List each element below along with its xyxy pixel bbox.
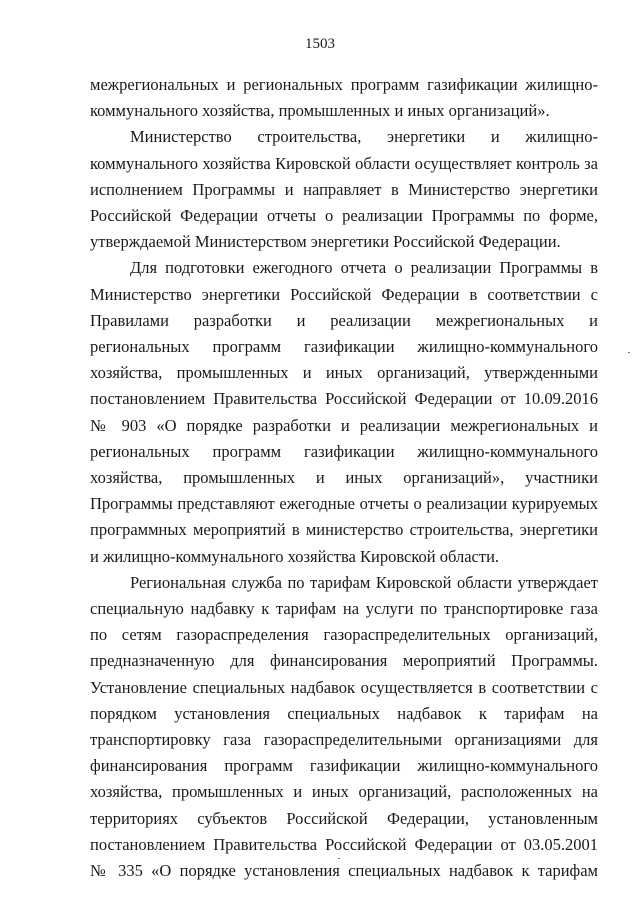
paragraph-continuation: межрегиональных и региональных программ газификации жилищно-коммунального хозяйства, промышленных и иных организаций». — [90, 75, 598, 121]
document-body — [90, 72, 598, 884]
page-number: 1503 — [305, 36, 335, 52]
scan-speck — [628, 352, 630, 353]
paragraph-annual-report: Для подготовки ежегодного отчета о реализации Программы в Министерство энергетики Российской Федерации в соответствии с Правилами разработки и реализации межрегиональных и региональных программ газификации жилищно-коммунального хозяйства, промышленных и иных организаций, утвержденными постановлением Правительства Российской Федерации от 10.09.2016 № 903 «О порядке разработки и реализации межрегиональных и региональных программ газификации жилищно-коммунального хозяйства, промышленных и иных организаций», участники Программы представляют ежегодные отчеты о реализации курируемых программных мероприятий в министерство строительства, энергетики и жилищно-коммунального хозяйства Кировской области. — [90, 258, 598, 566]
scan-speck — [338, 858, 340, 859]
paragraph-tariff-service: Региональная служба по тарифам Кировской области утверждает специальную надбавку к тарифам на услуги по транспортировке газа по сетям газораспределения газораспределительных организаций, предназначенную для финансирования мероприятий Программы. Установление специальных надбавок осуществляется в соответствии с порядком установления специальных надбавок к тарифам на транспортировку газа газораспределительными организациями для финансирования программ газификации жилищно-коммунального хозяйства, промышленных и иных организаций, расположенных на территориях субъектов Российской Федерации, установленным постановлением Правительства Российской Федерации от 03.05.2001 № 335 «О порядке установления специальных надбавок к тарифам — [90, 572, 598, 881]
paragraph-ministry-control: Министерство строительства, энергетики и жилищно-коммунального хозяйства Кировской области осуществляет контроль за исполнением Программы и направляет в Министерство энергетики Российской Федерации отчеты о реализации Программы по форме, утверждаемой Министерством энергетики Российской Федерации. — [90, 127, 598, 252]
